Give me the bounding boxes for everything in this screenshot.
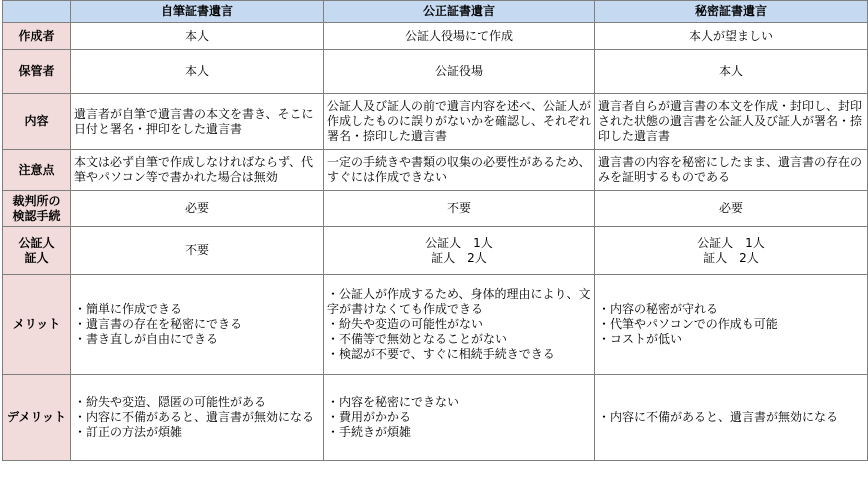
cell-text: 公証人役場にて作成	[404, 28, 513, 43]
cell-text: 公証人 1人	[697, 235, 765, 250]
list-item: ・紛失や変造の可能性がない	[327, 317, 484, 331]
row-label-text: 証人	[24, 250, 49, 265]
header-row	[3, 1, 868, 23]
list-item: ・手続きが煩雑	[327, 425, 412, 439]
row-label-text: 注意点	[18, 162, 55, 177]
table-row-notary-witness	[3, 227, 868, 275]
list-item: ・代筆やパソコンでの作成も可能	[598, 317, 778, 331]
list-item: ・訂正の方法が煩雑	[74, 425, 183, 439]
cell-text: 公証人 1人	[425, 235, 493, 250]
cell-notarial-notary-witness	[324, 227, 595, 275]
table-row-court-probate	[3, 191, 868, 227]
cell-text: 必要	[184, 201, 209, 215]
cell-text: 遺言書の内容を秘密にしたまま、遺言書の存在のみを証明するものである	[598, 155, 863, 184]
cell-text: 必要	[718, 201, 743, 215]
row-label-text: 検認手続	[12, 208, 61, 223]
cell-text: 遺言者が自筆で遺言書の本文を書き、そこに日付と署名・押印をした遺言書	[74, 106, 314, 136]
will-comparison-table	[2, 0, 868, 461]
cell-text: 一定の手続きや書類の収集の必要性があるため、すぐには作成できない	[327, 155, 591, 184]
header-secret-will: 秘密証書遺言	[595, 1, 868, 23]
cell-text: 公証役場	[434, 64, 483, 78]
cell-text: 証人 2人	[431, 250, 487, 265]
cell-text: 本人	[184, 64, 209, 78]
cell-secret-content	[595, 94, 868, 150]
list-item: ・費用がかかる	[327, 410, 412, 424]
row-label-text: 公証人	[18, 235, 55, 250]
cell-holographic-court-probate	[71, 191, 324, 227]
table-row-creator	[3, 23, 868, 50]
cell-holographic-merits	[71, 275, 324, 375]
row-label-text: メリット	[12, 317, 61, 331]
cell-holographic-content	[71, 94, 324, 150]
cell-secret-creator	[595, 23, 868, 50]
table-row-custodian	[3, 50, 868, 94]
list-item: ・遺言書の存在を秘密にできる	[74, 317, 243, 331]
row-label-creator	[3, 23, 71, 50]
row-label-text: 作成者	[18, 28, 55, 43]
list-item: ・内容に不備があると、遺言書が無効になる	[74, 410, 315, 424]
cell-text: 証人 2人	[703, 250, 759, 265]
row-label-merits	[3, 275, 71, 375]
cell-notarial-custodian	[324, 50, 595, 94]
cell-notarial-content	[324, 94, 595, 150]
cell-notarial-cautions	[324, 150, 595, 191]
cell-notarial-merits	[324, 275, 595, 375]
list-item: ・コストが低い	[598, 332, 683, 346]
table-row-content	[3, 94, 868, 150]
cell-text: 公証人及び証人の前で遺言内容を述べ、公証人が作成したものに誤りがないかを確認し、それぞれ署名・捺印した遺言書	[327, 99, 592, 143]
list-item: ・公証人が作成するため、身体的理由により、文字が書けなくても作成できる	[327, 287, 591, 316]
list-item: ・書き直しが自由にできる	[74, 332, 219, 346]
table-row-cautions	[3, 150, 868, 191]
list-item: ・検認が不要で、すぐに相続手続きできる	[327, 347, 555, 361]
cell-notarial-court-probate	[324, 191, 595, 227]
cell-holographic-cautions	[71, 150, 324, 191]
row-label-text: 保管者	[18, 64, 55, 78]
header-holographic-will: 自筆証書遺言	[71, 1, 324, 23]
cell-secret-merits	[595, 275, 868, 375]
cell-secret-cautions	[595, 150, 868, 191]
cell-text: 本文は必ず自筆で作成しなければならず、代筆やパソコン等で書かれた場合は無効	[74, 155, 314, 184]
table-row-demerits	[3, 375, 868, 461]
row-label-text: デメリット	[6, 410, 67, 424]
row-label-court-probate	[3, 191, 71, 227]
cell-holographic-notary-witness	[71, 227, 324, 275]
cell-text: 本人が望ましい	[688, 28, 773, 43]
list-item: ・不備等で無効となることがない	[327, 332, 508, 346]
cell-secret-court-probate	[595, 191, 868, 227]
cell-holographic-custodian	[71, 50, 324, 94]
cell-text: 遺言者自らが遺言書の本文を作成・封印し、封印された状態の遺言書を公証人及び証人が署名・捺印した遺言書	[598, 99, 863, 143]
cell-text: 本人	[184, 28, 209, 43]
list-item: ・内容を秘密にできない	[327, 395, 460, 409]
list-item: ・内容の秘密が守れる	[598, 302, 719, 316]
list-item: ・紛失や変造、隠匿の可能性がある	[74, 395, 267, 409]
cell-holographic-creator	[71, 23, 324, 50]
row-label-custodian	[3, 50, 71, 94]
row-label-cautions	[3, 150, 71, 191]
cell-text: 不要	[184, 243, 209, 257]
cell-notarial-demerits	[324, 375, 595, 461]
list-item: ・内容に不備があると、遺言書が無効になる	[598, 410, 839, 424]
list-item: ・簡単に作成できる	[74, 302, 183, 316]
cell-text: 本人	[718, 64, 743, 78]
row-label-text: 内容	[24, 114, 49, 128]
cell-text: 不要	[446, 201, 471, 215]
cell-secret-demerits	[595, 375, 868, 461]
row-label-text: 裁判所の	[12, 193, 61, 208]
header-corner-cell	[3, 1, 71, 23]
table-row-merits	[3, 275, 868, 375]
row-label-demerits	[3, 375, 71, 461]
row-label-notary-witness	[3, 227, 71, 275]
cell-secret-custodian	[595, 50, 868, 94]
cell-notarial-creator	[324, 23, 595, 50]
header-notarial-will: 公正証書遺言	[324, 1, 595, 23]
row-label-content	[3, 94, 71, 150]
cell-holographic-demerits	[71, 375, 324, 461]
cell-secret-notary-witness	[595, 227, 868, 275]
